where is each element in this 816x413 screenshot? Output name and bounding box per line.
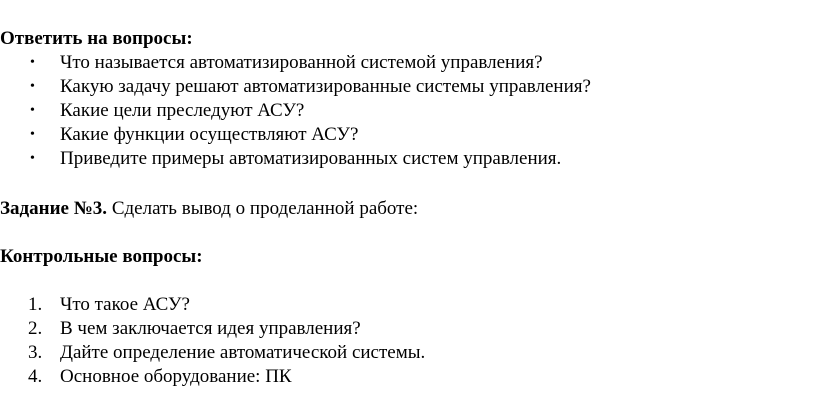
list-item-text: Что такое АСУ? — [60, 294, 190, 315]
task-3-text: Сделать вывод о проделанной работе: — [107, 198, 419, 219]
task-3-line — [0, 198, 418, 220]
list-item-text: В чем заключается идея управления? — [60, 318, 361, 339]
section-heading-control-questions: Контрольные вопросы: — [0, 246, 203, 267]
list-item-text: Что называется автоматизированной системой управления? — [60, 52, 543, 73]
section-heading-questions: Ответить на вопросы: — [0, 28, 193, 49]
bullet-icon: • — [30, 55, 35, 70]
list-item-text: Основное оборудование: ПК — [60, 366, 292, 387]
bullet-icon: • — [30, 103, 35, 118]
task-3-label: Задание №3. — [0, 198, 108, 219]
list-item-number: 2. — [28, 318, 43, 339]
list-item-number: 1. — [28, 294, 43, 315]
list-item-text: Дайте определение автоматической системы. — [60, 342, 426, 363]
list-item-text: Какую задачу решают автоматизированные системы управления? — [60, 76, 591, 97]
list-item-text: Какие функции осуществляют АСУ? — [60, 124, 359, 145]
bullet-icon: • — [30, 127, 35, 142]
bullet-icon: • — [30, 151, 35, 166]
list-item-number: 3. — [28, 342, 43, 363]
list-item-text: Какие цели преследуют АСУ? — [60, 100, 305, 121]
list-item-text: Приведите примеры автоматизированных систем управления. — [60, 148, 562, 169]
list-item-number: 4. — [28, 366, 43, 387]
bullet-icon: • — [30, 79, 35, 94]
